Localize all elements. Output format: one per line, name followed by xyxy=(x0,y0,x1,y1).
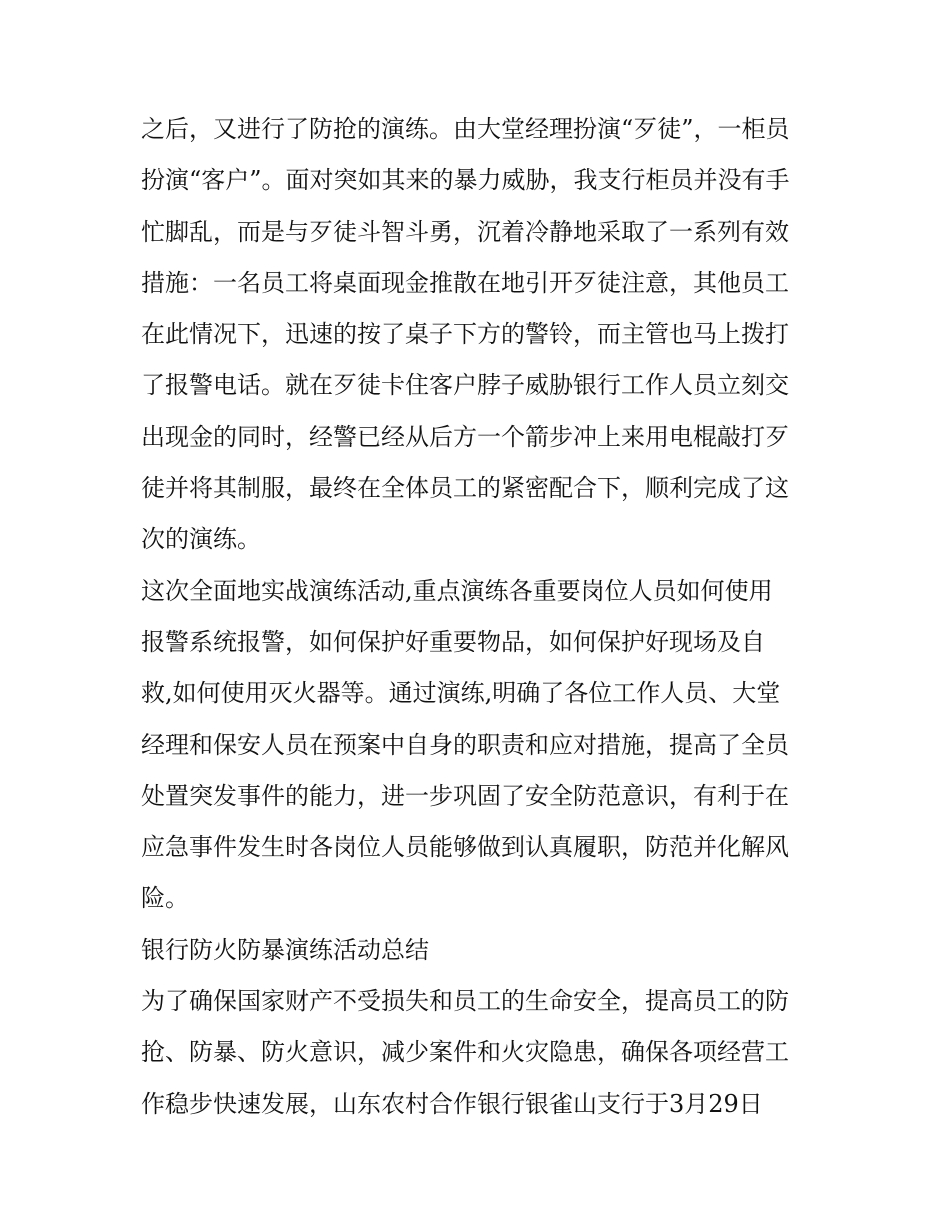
text-line-9: 次的演练。 xyxy=(141,525,261,554)
text-line-12: 救,如何使用灭火器等。通过演练,明确了各位工作人员、大堂 xyxy=(141,679,781,708)
text-line-4: 措施：一名员工将桌面现金推散在地引开歹徒注意，其他员工 xyxy=(141,268,789,297)
text-line-16: 险。 xyxy=(141,884,189,913)
text-line-1: 之后，又进行了防抢的演练。由大堂经理扮演“歹徒”，一柜员 xyxy=(141,115,790,143)
text-line-5: 在此情况下，迅速的按了桌子下方的警铃，而主管也马上拨打 xyxy=(141,320,789,349)
text-line-2: 扮演“客户”。面对突如其来的暴力威胁，我支行柜员并没有手 xyxy=(141,166,790,195)
text-line-8: 徒并将其制服，最终在全体员工的紧密配合下，顺利完成了这 xyxy=(141,474,789,503)
text-line-3: 忙脚乱，而是与歹徒斗智斗勇，沉着冷静地采取了一系列有效 xyxy=(141,217,789,246)
text-line-10: 这次全面地实战演练活动,重点演练各重要岗位人员如何使用 xyxy=(141,576,773,605)
text-line-13: 经理和保安人员在预案中自身的职责和应对措施，提高了全员 xyxy=(141,730,789,759)
text-line-11: 报警系统报警，如何保护好重要物品，如何保护好现场及自 xyxy=(141,627,765,656)
text-line-20: 作稳步快速发展，山东农村合作银行银雀山支行于3月29日 xyxy=(141,1089,763,1118)
text-line-14: 处置突发事件的能力，进一步巩固了安全防范意识，有利于在 xyxy=(141,781,789,810)
text-line-6: 了报警电话。就在歹徒卡住客户脖子威胁银行工作人员立刻交 xyxy=(141,371,789,400)
text-line-19: 抢、防暴、防火意识，减少案件和火灾隐患，确保各项经营工 xyxy=(141,1038,789,1067)
text-line-7: 出现金的同时，经警已经从后方一个箭步冲上来用电棍敲打歹 xyxy=(141,422,789,451)
text-line-15: 应急事件发生时各岗位人员能够做到认真履职，防范并化解风 xyxy=(141,833,789,862)
text-line-18: 为了确保国家财产不受损失和员工的生命安全，提高员工的防 xyxy=(141,987,789,1016)
section-heading: 银行防火防暴演练活动总结 xyxy=(141,935,429,964)
document-body xyxy=(141,104,813,1130)
